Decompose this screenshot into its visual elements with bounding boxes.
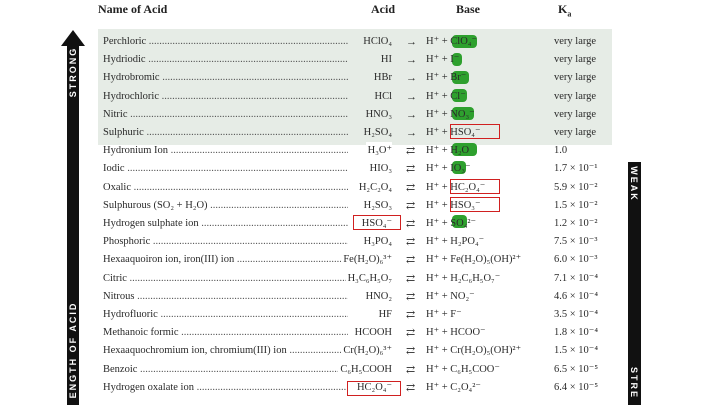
reaction-arrow: ⇄ <box>406 272 416 285</box>
strength-of-acid-label: ENGTH OF ACID <box>68 301 78 399</box>
table-row <box>98 270 618 288</box>
acid-name: Methanoic formic ..... <box>103 324 348 342</box>
reaction-arrow: → <box>406 54 417 67</box>
acid-formula: C₆H₅COOH <box>338 361 392 379</box>
reaction-arrow: ⇄ <box>406 236 416 249</box>
acid-formula: HCOOH <box>353 324 392 342</box>
table-row <box>98 106 618 124</box>
acid-name: Hydrogen sulphate ion ..... <box>103 215 348 233</box>
base-formula: H⁺ + F⁻ <box>426 309 462 320</box>
ka-value: 1.0 <box>554 145 568 157</box>
ka-value: 7.1 × 10⁻⁴ <box>554 272 598 284</box>
table-row <box>98 179 618 197</box>
ka-value: 6.0 × 10⁻³ <box>554 254 598 266</box>
acid-formula: HBr <box>372 69 392 87</box>
base-formula: H⁺ + H₂O <box>426 145 470 157</box>
reaction-arrow: ⇄ <box>406 290 416 303</box>
acid-name: Hydrogen oxalate ion ..... <box>103 379 348 397</box>
ka-value: very large <box>554 127 597 138</box>
reaction-arrow: ⇄ <box>406 181 416 194</box>
table-row <box>98 197 618 215</box>
table-row <box>98 124 618 142</box>
acid-formula: H₃O⁺ <box>366 142 392 160</box>
acid-formula: HSO₄⁻ <box>360 215 392 233</box>
acid-formula: HI <box>379 51 392 69</box>
reaction-arrow: ⇄ <box>406 218 416 230</box>
ka-value: 1.8 × 10⁻⁴ <box>554 327 598 339</box>
acid-formula: Fe(H₂O)₆³⁺ <box>341 251 392 269</box>
ka-value: very large <box>554 108 597 120</box>
base-formula: H⁺ + C₆H₅COO⁻ <box>426 363 500 375</box>
strength-label: STRE <box>629 366 639 400</box>
reaction-arrow: → <box>406 72 417 85</box>
base-formula: H⁺ + C₂O₄²⁻ <box>426 381 481 393</box>
acid-formula: HNO₂ <box>364 288 392 306</box>
base-formula: H⁺ + NO₃⁻ <box>426 108 475 120</box>
box-hso4-acid[interactable] <box>353 215 401 230</box>
reaction-arrow: → <box>406 36 417 48</box>
ka-value: 3.5 × 10⁻⁴ <box>554 309 598 320</box>
reaction-arrow: ⇄ <box>406 345 416 358</box>
col-header-name: Name of Acid <box>98 2 168 16</box>
ka-value: 6.4 × 10⁻⁵ <box>554 381 598 393</box>
acid-formula: H₃PO₄ <box>362 233 392 251</box>
col-header-acid: Acid <box>371 2 395 16</box>
ka-value: 6.5 × 10⁻⁵ <box>554 363 598 375</box>
table-row <box>98 361 618 379</box>
reaction-arrow: ⇄ <box>406 254 416 267</box>
base-formula: H⁺ + SO₄²⁻ <box>426 218 477 229</box>
col-header-ka: $K_a$ <box>558 2 572 19</box>
base-formula: H⁺ + I⁻ <box>426 54 460 66</box>
acid-name: Oxalic ..... <box>103 179 348 197</box>
table-row <box>98 142 618 160</box>
base-formula: H⁺ + HSO₄⁻ <box>426 127 481 138</box>
ka-value: 5.9 × 10⁻² <box>554 181 598 193</box>
base-formula: H⁺ + H₂PO₄⁻ <box>426 236 485 248</box>
reaction-arrow: → <box>406 90 417 103</box>
ka-value: 1.5 × 10⁻² <box>554 199 598 211</box>
weak-label: WEAK <box>629 166 639 202</box>
base-formula: H⁺ + HSO₃⁻ <box>426 199 481 211</box>
base-formula: H⁺ + NO₂⁻ <box>426 290 475 302</box>
acid-name: Iodic ..... <box>103 160 348 178</box>
acid-name: Hexaaquochromium ion, chromium(III) ion ..... <box>103 342 348 360</box>
base-formula: H⁺ + HCOO⁻ <box>426 327 486 339</box>
acid-formula: HIO₃ <box>368 160 392 178</box>
base-formula: H⁺ + IO₃⁻ <box>426 163 471 175</box>
acid-formula: HNO₃ <box>364 106 392 124</box>
box-hso3-base[interactable] <box>450 197 500 212</box>
reaction-arrow: ⇄ <box>406 163 416 176</box>
reaction-arrow: ⇄ <box>406 381 416 394</box>
base-formula: H⁺ + Cr(H₂O)₅(OH)²⁺ <box>426 345 522 357</box>
base-formula: H⁺ + Cl⁻ <box>426 90 466 102</box>
acid-name: Sulphurous (SO₂ + H₂O) ..... <box>103 197 348 215</box>
acid-formula: H₂C₂O₄ <box>357 179 392 197</box>
box-hc2o4-base[interactable] <box>450 179 500 194</box>
reaction-arrow: ⇄ <box>406 199 416 212</box>
acid-name: Hydrochloric ..... <box>103 88 348 106</box>
acid-name: Phosphoric ..... <box>103 233 348 251</box>
ka-value: 4.6 × 10⁻⁴ <box>554 290 598 302</box>
box-hc2o4-acid[interactable] <box>347 381 401 396</box>
acid-name: Hydriodic ..... <box>103 51 348 69</box>
ka-value: 1.5 × 10⁻⁴ <box>554 345 598 357</box>
table-row <box>98 233 618 251</box>
acid-formula: HClO₄ <box>361 33 392 51</box>
acid-name: Citric ..... <box>103 270 348 288</box>
table-row <box>98 33 618 51</box>
ka-value: very large <box>554 72 597 84</box>
acid-name: Nitrous ..... <box>103 288 348 306</box>
base-formula: H⁺ + HC₂O₄⁻ <box>426 181 486 193</box>
base-formula: H⁺ + Br⁻ <box>426 72 467 84</box>
reaction-arrow: ⇄ <box>406 363 416 376</box>
base-formula: H⁺ + H₂C₆H₅O₇⁻ <box>426 272 501 284</box>
acid-name: Perchloric ..... <box>103 33 348 51</box>
table-row <box>98 342 618 360</box>
base-formula: H⁺ + ClO₄⁻ <box>426 36 478 47</box>
table-row <box>98 88 618 106</box>
acid-name: Sulphuric ..... <box>103 124 348 142</box>
ka-value: very large <box>554 36 597 47</box>
acid-name: Hydronium Ion ..... <box>103 142 348 160</box>
col-header-base: Base <box>456 2 480 16</box>
table-row <box>98 306 618 324</box>
acid-formula: H₂SO₄ <box>362 124 392 142</box>
table-row <box>98 51 618 69</box>
ka-value: 1.2 × 10⁻² <box>554 218 598 229</box>
reaction-arrow: ⇄ <box>406 145 416 158</box>
acid-formula: H₃C₆H₅O₇ <box>346 270 392 288</box>
ka-value: very large <box>554 90 597 102</box>
table-row <box>98 251 618 269</box>
acid-name: Benzoic ..... <box>103 361 348 379</box>
ka-symbol: K <box>558 2 568 16</box>
acid-formula: HCl <box>372 88 392 106</box>
acid-name: Hexaaquoiron ion, iron(III) ion ..... <box>103 251 348 269</box>
reaction-arrow: ⇄ <box>406 327 416 340</box>
acid-formula: HC₂O₄⁻ <box>355 379 392 397</box>
reaction-arrow: ⇄ <box>406 309 416 321</box>
table-row <box>98 69 618 87</box>
acid-formula: H₂SO₃ <box>362 197 392 215</box>
ka-value: 1.7 × 10⁻¹ <box>554 163 598 175</box>
ka-value: very large <box>554 54 597 66</box>
acid-formula: Cr(H₂O)₆³⁺ <box>341 342 392 360</box>
reaction-arrow: → <box>406 127 417 139</box>
base-formula: H⁺ + Fe(H₂O)₅(OH)²⁺ <box>426 254 522 266</box>
ka-value: 7.5 × 10⁻³ <box>554 236 598 248</box>
table-row <box>98 160 618 178</box>
acid-name: Hydrobromic ..... <box>103 69 348 87</box>
acid-name: Nitric ..... <box>103 106 348 124</box>
table-row <box>98 288 618 306</box>
table-row <box>98 324 618 342</box>
box-hso4-base[interactable] <box>450 124 500 139</box>
reaction-arrow: → <box>406 108 417 121</box>
acid-name: Hydrofluoric ..... <box>103 306 348 324</box>
strong-label: STRONG <box>68 46 78 98</box>
acid-formula: HF <box>377 306 392 324</box>
